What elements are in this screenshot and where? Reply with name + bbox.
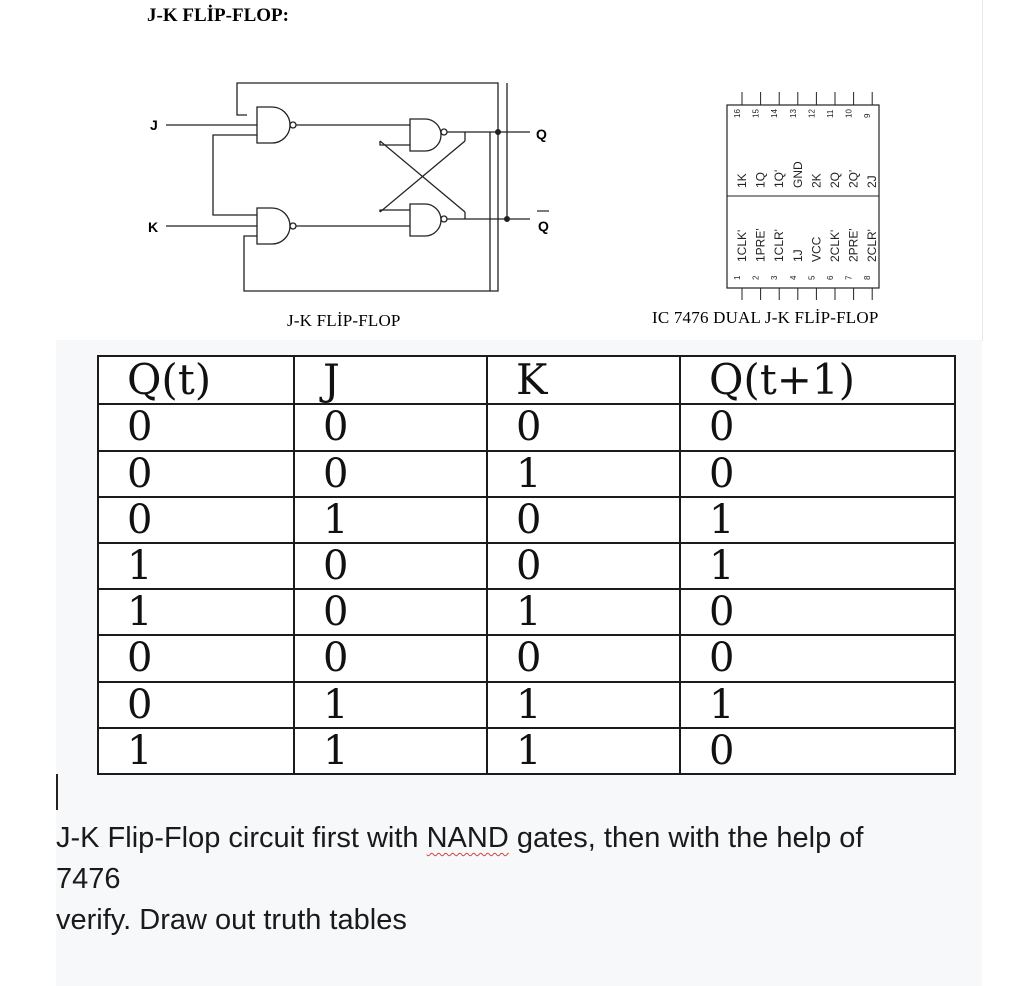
ic-pin-label: VCC — [809, 236, 824, 262]
table-row — [98, 404, 955, 450]
table-cell: 1 — [680, 682, 955, 728]
table-cell: 1 — [98, 543, 294, 589]
ic-pin-number: 14 — [770, 109, 780, 118]
ic-pin-number: 1 — [733, 275, 742, 280]
ic-pin-number: 3 — [770, 275, 780, 280]
ic-pin-label: 2K — [809, 173, 824, 188]
table-cell: 1 — [680, 543, 955, 589]
task-line2: 7476 — [56, 863, 121, 895]
table-cell: 1 — [487, 682, 680, 728]
ic-pin-number: 2 — [751, 275, 761, 280]
table-cell: 0 — [294, 589, 487, 635]
truth-table-header — [98, 356, 955, 404]
ic-pin-number: 12 — [807, 109, 817, 118]
nand-gate-4 — [410, 204, 441, 236]
table-cell: 1 — [487, 451, 680, 497]
input-j-label: J — [150, 117, 158, 133]
table-cell: 1 — [98, 589, 294, 635]
ic-pin-label: 2CLK' — [828, 229, 842, 262]
header-cell-qt1: Q(t+1) — [680, 356, 955, 404]
ic-pin-number: 16 — [733, 109, 742, 118]
ic-caption: IC 7476 DUAL J-K FLİP-FLOP — [652, 308, 879, 327]
text-cursor — [56, 774, 58, 810]
circuit-figure — [0, 0, 1024, 340]
ic-pin-number: 9 — [863, 113, 873, 118]
junction-dot — [495, 129, 501, 135]
ic-pin-label: 1K — [735, 173, 749, 188]
table-cell: 1 — [680, 497, 955, 543]
ic-pin-label: 2CLR' — [865, 229, 880, 262]
ic-pin-number: 13 — [788, 109, 798, 118]
table-cell: 0 — [294, 451, 487, 497]
ic-pin-label: GND — [790, 161, 805, 188]
nand-gate-2 — [257, 208, 290, 244]
table-cell: 0 — [98, 404, 294, 450]
table-cell: 0 — [98, 635, 294, 681]
table-row — [98, 497, 955, 543]
ic-pin-label: 1CLK' — [735, 229, 749, 262]
table-cell: 0 — [98, 451, 294, 497]
table-row — [98, 728, 955, 774]
task-text — [56, 818, 976, 941]
task-line1-after: gates, then with the help of — [508, 822, 864, 854]
nand-gate-3 — [410, 119, 441, 151]
ic-pin-number: 5 — [807, 275, 817, 280]
circuit-caption: J-K FLİP-FLOP — [287, 311, 401, 330]
table-cell: 1 — [294, 497, 487, 543]
ic-pin-label: 1Q' — [772, 169, 787, 188]
table-row — [98, 543, 955, 589]
table-cell: 0 — [680, 635, 955, 681]
nand-gate-1 — [257, 107, 290, 143]
table-row — [98, 682, 955, 728]
table-cell: 0 — [98, 497, 294, 543]
ic-pin-number: 6 — [826, 275, 835, 280]
task-line3: verify. Draw out truth tables — [56, 904, 407, 936]
table-cell: 1 — [487, 728, 680, 774]
ic-pin-number: 8 — [863, 275, 873, 280]
table-row — [98, 451, 955, 497]
table-cell: 1 — [294, 682, 487, 728]
page-title: J-K FLİP-FLOP: — [147, 5, 289, 26]
ic-pin-number: 10 — [844, 109, 854, 118]
ic-pin-label: 2J — [865, 175, 880, 188]
ic-pin-number: 7 — [844, 275, 854, 280]
table-cell: 0 — [680, 404, 955, 450]
ic-pin-label: 2PRE' — [846, 228, 861, 262]
task-nand-word: NAND — [426, 822, 509, 854]
ic-7476-package — [727, 92, 879, 300]
table-cell: 0 — [294, 543, 487, 589]
output-qbar-label: Q — [538, 218, 549, 234]
table-cell: 0 — [487, 543, 680, 589]
junction-dot — [504, 216, 510, 222]
output-q-label: Q — [536, 126, 547, 142]
jk-flipflop-schematic — [166, 83, 530, 291]
table-cell: 0 — [487, 404, 680, 450]
table-cell: 1 — [98, 728, 294, 774]
ic-pin-number: 11 — [826, 109, 835, 118]
table-row — [98, 635, 955, 681]
header-cell-k: K — [487, 356, 680, 404]
table-cell: 0 — [487, 497, 680, 543]
table-cell: 0 — [98, 682, 294, 728]
table-cell: 1 — [294, 728, 487, 774]
table-cell: 0 — [680, 728, 955, 774]
ic-pin-label: 1Q — [753, 171, 768, 188]
table-cell: 0 — [680, 589, 955, 635]
table-cell: 0 — [487, 635, 680, 681]
ic-pin-label: 1J — [790, 249, 805, 262]
header-cell-j: J — [294, 356, 487, 404]
table-cell: 0 — [680, 451, 955, 497]
table-cell: 0 — [294, 404, 487, 450]
table-cell: 0 — [294, 635, 487, 681]
ic-pin-label: 2Q — [828, 171, 842, 188]
task-line1-before: J-K Flip-Flop circuit first with — [56, 822, 427, 854]
input-k-label: K — [148, 219, 159, 235]
header-cell-qt: Q(t) — [98, 356, 294, 404]
table-cell: 1 — [487, 589, 680, 635]
ic-pin-label: 1PRE' — [753, 228, 768, 262]
table-row — [98, 589, 955, 635]
ic-pin-label: 2Q' — [846, 169, 861, 188]
truth-table — [97, 355, 954, 775]
ic-pin-number: 4 — [788, 275, 798, 280]
ic-pin-number: 15 — [751, 109, 761, 118]
ic-pin-label: 1CLR' — [772, 229, 787, 262]
